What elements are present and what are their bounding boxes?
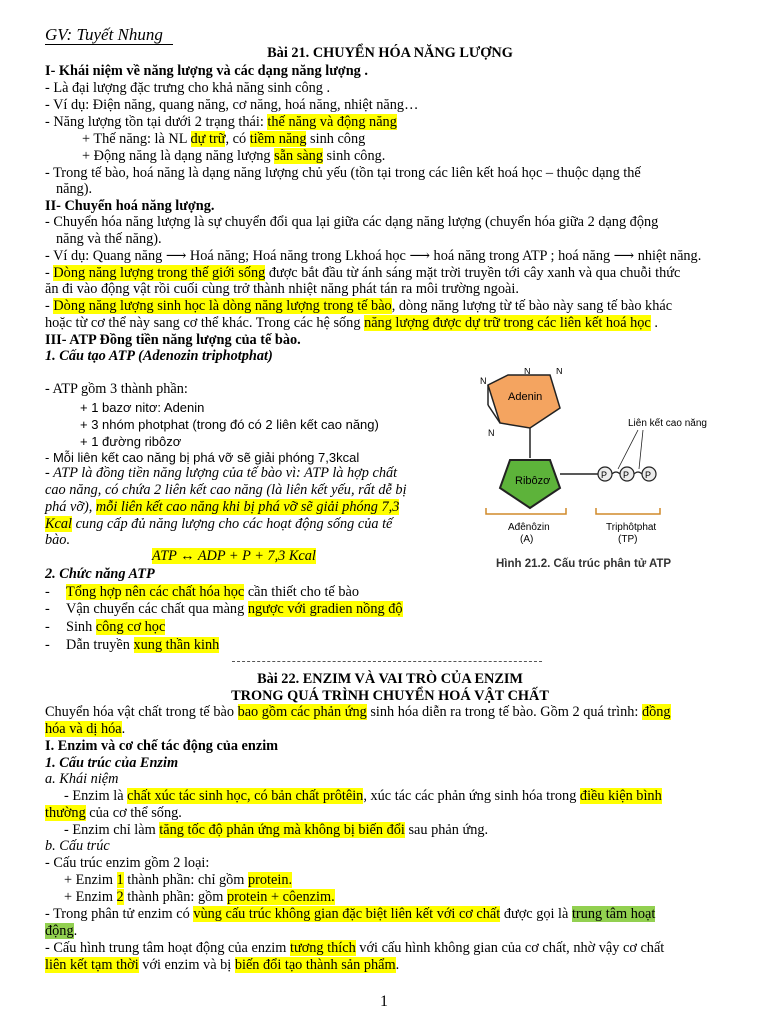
- svg-text:P: P: [601, 470, 608, 480]
- highlight: tiềm năng: [249, 131, 307, 147]
- text-line: động.: [45, 923, 78, 939]
- adenozin-bracket: [486, 508, 566, 514]
- subsection-heading: 2. Chức năng ATP: [45, 566, 155, 582]
- text-line: - Năng lượng tồn tại dưới 2 trạng thái: thế năng và động năng: [45, 114, 397, 130]
- author-name: GV: Tuyết Nhung: [45, 25, 163, 44]
- page-number: 1: [380, 993, 388, 1010]
- highlight: điều kiện bình: [579, 788, 662, 804]
- text-line: + Động năng là dạng năng lượng sẵn sàng sinh công.: [82, 148, 386, 164]
- text-line: năng).: [56, 181, 93, 197]
- highlight: sẵn sàng: [274, 148, 323, 164]
- highlight: công cơ học: [95, 619, 166, 635]
- highlight: ngược với gradien nồng độ: [247, 601, 403, 617]
- highlight: biến đổi tạo thành sản phẩm: [234, 957, 396, 973]
- highlight: Dòng năng lượng sinh học là dòng năng lượng trong tế bào: [53, 298, 392, 314]
- n-label: N: [488, 428, 495, 438]
- text-line: liên kết tạm thời với enzim và bị biến đổi tạo thành sản phẩm.: [45, 957, 400, 973]
- adenin-label: Adenin: [508, 391, 543, 403]
- adenozin-label: Ađênôzin: [508, 522, 550, 533]
- text-line: - Trong tế bào, hoá năng là dạng năng lượng chủ yếu (tồn tại trong các liên kết hoá học – thuộc dạng thế: [45, 165, 641, 181]
- highlight: thường: [45, 805, 86, 821]
- list-item: - Dẫn truyền xung thần kinh: [45, 637, 220, 653]
- highlight: thế năng và động năng: [267, 114, 397, 130]
- subsection-heading: b. Cấu trúc: [45, 838, 110, 854]
- text-line: + 3 nhóm photphat (trong đó có 2 liên kết cao năng): [80, 417, 379, 432]
- text-line: - Cấu hình trung tâm hoạt động của enzim tương thích với cấu hình không gian của cơ chất, nhờ vậy cơ chất: [45, 940, 665, 956]
- triphotphat-label: Triphôtphat: [606, 522, 657, 533]
- section-heading: I. Enzim và cơ chế tác động của enzim: [45, 738, 279, 754]
- lesson-22-title-2: TRONG QUÁ TRÌNH CHUYỂN HOÁ VẬT CHẤT: [231, 688, 549, 704]
- text-line: + Enzim 2 thành phần: gồm protein + côenzim.: [64, 889, 335, 905]
- atp-structure-figure: [468, 368, 718, 578]
- triphotphat-bracket: [596, 508, 660, 514]
- text-line: hóa và dị hóa.: [45, 721, 126, 737]
- text-line: - ATP là đồng tiền năng lượng của tế bào vì: ATP là hợp chất: [45, 465, 398, 481]
- text-line: - Enzim chỉ làm tăng tốc độ phản ứng mà không bị biến đổi sau phản ứng.: [64, 822, 489, 838]
- highlight: chất xúc tác sinh học, có bản chất prôtêin: [127, 788, 364, 804]
- n-label: N: [556, 368, 563, 376]
- highlight: protein.: [247, 872, 293, 888]
- atp-equation: ATP ↔ ADP + P + 7,3 Kcal: [152, 548, 316, 564]
- list-item: - Tổng hợp nên các chất hóa học cần thiết cho tế bào: [45, 584, 359, 600]
- list-item: - Vận chuyển các chất qua màng ngược với gradien nồng độ: [45, 601, 403, 617]
- list-item: - Sinh công cơ học: [45, 619, 166, 635]
- text-line: Chuyển hóa vật chất trong tế bào bao gồm các phản ứng sinh hóa diễn ra trong tế bào. Gồm 2 quá trình: đồng: [45, 704, 671, 720]
- text-line: ăn đi vào động vật rồi cuối cùng trở thành nhiệt năng phát tán ra môi trường ngoài.: [45, 281, 519, 297]
- text-line: - Dòng năng lượng trong thế giới sống được bắt đầu từ ánh sáng mặt trời truyền tới cây xanh và qua chuỗi thức: [45, 265, 681, 281]
- highlight: năng lượng được dự trữ trong các liên kết hoá học: [364, 315, 651, 331]
- lesson-21-title: Bài 21. CHUYỂN HÓA NĂNG LƯỢNG: [267, 45, 513, 61]
- high-energy-bond-label: Liên kết cao năng: [628, 418, 707, 429]
- highlight: bao gồm các phản ứng: [237, 704, 367, 720]
- highlight: mỗi liên kết cao năng khi bị phá vỡ sẽ giải phóng 7,3: [95, 499, 400, 515]
- text-line: bào.: [45, 532, 71, 548]
- svg-text:(A): (A): [520, 534, 534, 545]
- n-label: N: [524, 368, 531, 376]
- highlight-green: động: [45, 923, 74, 939]
- svg-text:P: P: [623, 470, 630, 480]
- highlight: protein + côenzim.: [226, 889, 335, 905]
- section-1-heading: I- Khái niệm về năng lượng và các dạng năng lượng .: [45, 63, 368, 79]
- subsection-heading: a. Khái niệm: [45, 771, 119, 787]
- highlight: đồng: [641, 704, 671, 720]
- text-line: - Ví dụ: Điện năng, quang năng, cơ năng, hoá năng, nhiệt năng…: [45, 97, 419, 113]
- text-line: cao năng, có chứa 2 liên kết cao năng (là liên kết yếu, rất dễ bị: [45, 482, 407, 498]
- text-line: phá vỡ), mỗi liên kết cao năng khi bị phá vỡ sẽ giải phóng 7,3: [45, 499, 400, 515]
- text-line: + Enzim 1 thành phần: chỉ gồm protein.: [64, 872, 293, 888]
- highlight: tăng tốc độ phản ứng mà không bị biến đổi: [159, 822, 405, 838]
- text-line: + Thế năng: là NL dự trữ, có tiềm năng sinh công: [82, 131, 366, 147]
- highlight: 2: [116, 889, 124, 905]
- n-label: N: [480, 376, 487, 386]
- lesson-22-title: Bài 22. ENZIM VÀ VAI TRÒ CỦA ENZIM: [257, 671, 523, 687]
- highlight: Dòng năng lượng trong thế giới sống: [53, 265, 266, 281]
- subsection-heading: 1. Cấu tạo ATP (Adenozin triphotphat): [45, 348, 273, 364]
- text-line: - Cấu trúc enzim gồm 2 loại:: [45, 855, 210, 871]
- text-line: - ATP gồm 3 thành phần:: [45, 381, 188, 397]
- text-line: - Dòng năng lượng sinh học là dòng năng lượng trong tế bào, dòng năng lượng từ tế bào này sang tế bào khác: [45, 298, 673, 314]
- text-line: - Ví dụ: Quang năng ⟶ Hoá năng; Hoá năng trong Lkhoá học ⟶ hoá năng trong ATP ; hoá năng ⟶ nhiệt năng.: [45, 248, 702, 264]
- svg-text:P: P: [645, 470, 652, 480]
- text-line: - Là đại lượng đặc trưng cho khả năng sinh công .: [45, 80, 331, 96]
- highlight: tương thích: [289, 940, 356, 956]
- highlight-green: trung tâm hoạt: [571, 906, 656, 922]
- svg-text:(TP): (TP): [618, 534, 638, 545]
- section-2-heading: II- Chuyển hoá năng lượng.: [45, 198, 215, 214]
- text-line: Kcal cung cấp đủ năng lượng cho các hoạt động sống của tế: [45, 516, 393, 532]
- text-line: - Enzim là chất xúc tác sinh học, có bản chất prôtêin, xúc tác các phản ứng sinh hóa trong điều kiện bình: [64, 788, 662, 804]
- highlight: vùng cấu trúc không gian đặc biệt liên kết với cơ chất: [193, 906, 501, 922]
- section-separator: [232, 661, 542, 662]
- text-line: thường của cơ thể sống.: [45, 805, 182, 821]
- highlight: 1: [116, 872, 124, 888]
- text-line: + 1 đường ribôzơ: [80, 434, 182, 449]
- highlight: dự trữ: [190, 131, 226, 147]
- section-3-heading: III- ATP Đồng tiền năng lượng của tế bào.: [45, 332, 301, 348]
- highlight: liên kết tạm thời: [45, 957, 139, 973]
- riboza-label: Ribôzơ: [515, 475, 551, 487]
- highlight: hóa và dị hóa: [45, 721, 122, 737]
- text-line: hoặc từ cơ thể này sang cơ thể khác. Trong các hệ sống năng lượng được dự trữ trong các liên kết hoá học .: [45, 315, 658, 331]
- highlight: Tổng hợp nên các chất hóa học: [66, 584, 245, 600]
- text-line: - Chuyển hóa năng lượng là sự chuyển đổi qua lại giữa các dạng năng lượng (chuyển hóa giữa 2 dạng động: [45, 214, 659, 230]
- text-line: năng và thế năng).: [56, 231, 162, 247]
- text-line: - Mỗi liên kết cao năng bị phá vỡ sẽ giải phóng 7,3kcal: [45, 450, 360, 465]
- highlight: Kcal: [45, 516, 73, 532]
- text-line: - Trong phân tử enzim có vùng cấu trúc không gian đặc biệt liên kết với cơ chất được gọi là trung tâm hoạt: [45, 906, 656, 922]
- figure-caption: Hình 21.2. Cấu trúc phân tử ATP: [496, 558, 672, 570]
- subsection-heading: 1. Cấu trúc của Enzim: [45, 755, 179, 771]
- highlight: xung thần kinh: [133, 637, 220, 653]
- text-line: + 1 bazơ nitơ: Adenin: [80, 400, 205, 415]
